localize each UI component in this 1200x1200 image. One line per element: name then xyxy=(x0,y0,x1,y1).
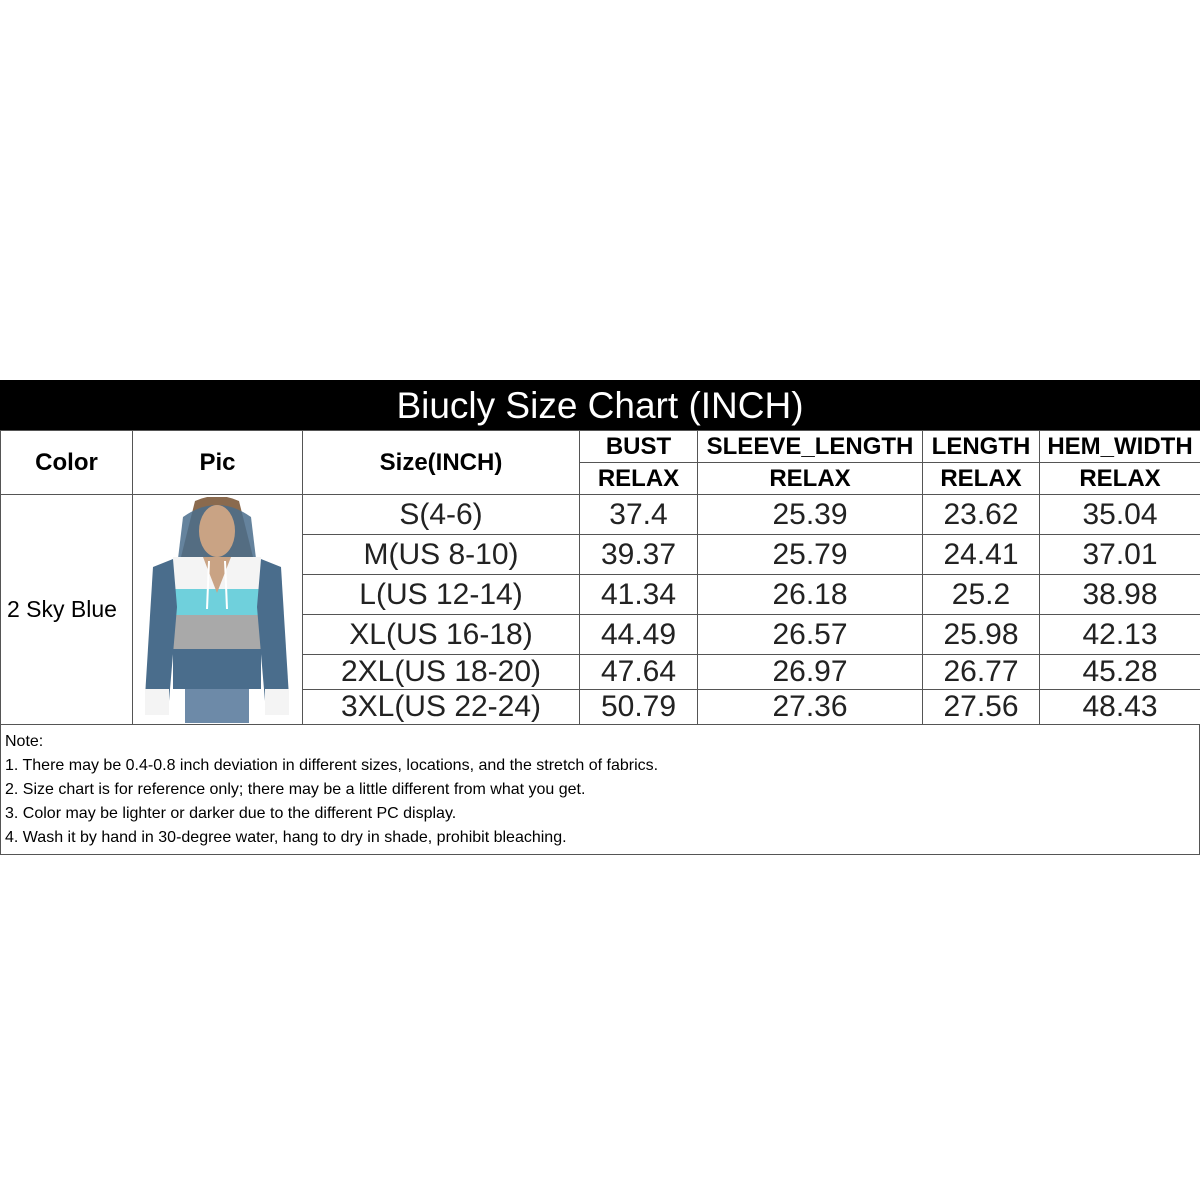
note-item: 4. Wash it by hand in 30-degree water, hang to dry in shade, prohibit bleaching. xyxy=(5,829,567,846)
cell-hem: 42.13 xyxy=(1040,615,1200,655)
product-picture xyxy=(133,495,303,725)
size-label: 3XL(US 22-24) xyxy=(303,690,580,725)
cell-hem: 38.98 xyxy=(1040,575,1200,615)
header-color: Color xyxy=(1,431,133,495)
note-item: 1. There may be 0.4-0.8 inch deviation in different sizes, locations, and the stretch of fabrics. xyxy=(5,757,659,774)
header-row-top xyxy=(1,431,1200,463)
size-label: S(4-6) xyxy=(303,495,580,535)
size-chart xyxy=(0,380,1200,855)
subheader-length: RELAX xyxy=(923,463,1040,495)
note-item: 2. Size chart is for reference only; there may be a little different from what you get. xyxy=(5,781,586,798)
cell-length: 26.77 xyxy=(923,655,1040,690)
cell-sleeve: 25.39 xyxy=(698,495,923,535)
size-label: L(US 12-14) xyxy=(303,575,580,615)
cell-bust: 41.34 xyxy=(580,575,698,615)
header-sleeve-length: SLEEVE_LENGTH xyxy=(698,431,923,463)
cell-sleeve: 26.57 xyxy=(698,615,923,655)
note-item: 3. Color may be lighter or darker due to the different PC display. xyxy=(5,805,457,822)
cell-bust: 50.79 xyxy=(580,690,698,725)
subheader-hem-width: RELAX xyxy=(1040,463,1200,495)
header-bust: BUST xyxy=(580,431,698,463)
size-label: 2XL(US 18-20) xyxy=(303,655,580,690)
cell-length: 25.2 xyxy=(923,575,1040,615)
size-table xyxy=(0,430,1200,725)
cell-bust: 47.64 xyxy=(580,655,698,690)
table-row xyxy=(1,495,1200,535)
cell-bust: 44.49 xyxy=(580,615,698,655)
subheader-bust: RELAX xyxy=(580,463,698,495)
subheader-sleeve-length: RELAX xyxy=(698,463,923,495)
cell-sleeve: 27.36 xyxy=(698,690,923,725)
cell-length: 23.62 xyxy=(923,495,1040,535)
notes-heading: Note: xyxy=(5,733,44,750)
cell-length: 25.98 xyxy=(923,615,1040,655)
header-pic: Pic xyxy=(133,431,303,495)
size-label: M(US 8-10) xyxy=(303,535,580,575)
cell-sleeve: 26.18 xyxy=(698,575,923,615)
header-hem-width: HEM_WIDTH xyxy=(1040,431,1200,463)
cell-bust: 39.37 xyxy=(580,535,698,575)
cell-sleeve: 25.79 xyxy=(698,535,923,575)
header-length: LENGTH xyxy=(923,431,1040,463)
size-label: XL(US 16-18) xyxy=(303,615,580,655)
cell-hem: 45.28 xyxy=(1040,655,1200,690)
chart-title: Biucly Size Chart (INCH) xyxy=(0,380,1200,430)
cell-hem: 37.01 xyxy=(1040,535,1200,575)
header-size: Size(INCH) xyxy=(303,431,580,495)
cell-bust: 37.4 xyxy=(580,495,698,535)
cell-sleeve: 26.97 xyxy=(698,655,923,690)
cell-length: 27.56 xyxy=(923,690,1040,725)
striped-hoodie-photo-icon xyxy=(133,497,301,723)
cell-hem: 48.43 xyxy=(1040,690,1200,725)
cell-length: 24.41 xyxy=(923,535,1040,575)
color-name: 2 Sky Blue xyxy=(1,495,133,725)
cell-hem: 35.04 xyxy=(1040,495,1200,535)
notes-section xyxy=(0,725,1200,855)
